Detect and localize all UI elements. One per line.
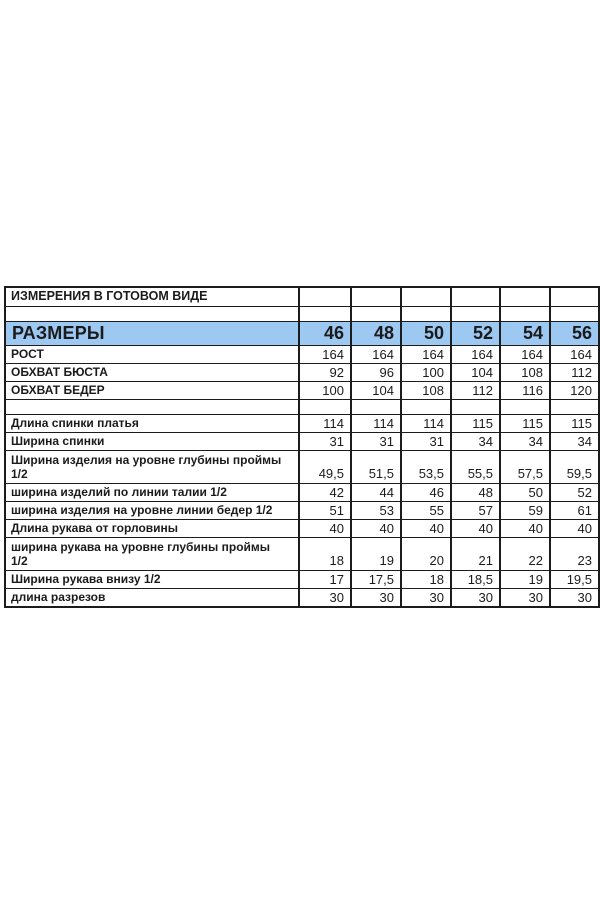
- value-cell: 57,5: [500, 451, 550, 484]
- row-label: Ширина спинки: [5, 433, 299, 451]
- value-cell: 114: [351, 415, 401, 433]
- value-cell: 52: [550, 483, 599, 501]
- value-cell: 21: [451, 537, 500, 570]
- value-cell: 50: [500, 483, 550, 501]
- value-cell: 30: [299, 588, 351, 607]
- value-cell: 53,5: [401, 451, 451, 484]
- value-cell: 19,5: [550, 570, 599, 588]
- table-row: [5, 364, 599, 382]
- sizes-header-row: [5, 321, 599, 346]
- value-cell: 164: [550, 346, 599, 364]
- value-cell: 120: [550, 382, 599, 400]
- row-label-line: ширина рукава на уровне глубины проймы: [11, 539, 271, 554]
- size-column-header: 48: [351, 321, 401, 346]
- row-label-line: Ширина изделия на уровне глубины проймы: [11, 453, 282, 468]
- empty-cell: [500, 400, 550, 415]
- row-label: ширина изделия на уровне линии бедер 1/2: [5, 501, 299, 519]
- value-cell: 49,5: [299, 451, 351, 484]
- value-cell: 23: [550, 537, 599, 570]
- size-column-header: 56: [550, 321, 599, 346]
- row-label: ОБХВАТ БЮСТА: [5, 364, 299, 382]
- value-cell: 40: [550, 519, 599, 537]
- empty-cell: [299, 287, 351, 306]
- value-cell: 40: [401, 519, 451, 537]
- row-label: ОБХВАТ БЕДЕР: [5, 382, 299, 400]
- size-column-header: 54: [500, 321, 550, 346]
- value-cell: 164: [451, 346, 500, 364]
- size-column-header: 52: [451, 321, 500, 346]
- row-label: ширина изделий по линии талии 1/2: [5, 483, 299, 501]
- value-cell: 42: [299, 483, 351, 501]
- value-cell: 112: [550, 364, 599, 382]
- value-cell: 22: [500, 537, 550, 570]
- empty-cell: [401, 306, 451, 321]
- value-cell: 40: [451, 519, 500, 537]
- table-row: [5, 537, 599, 570]
- value-cell: 96: [351, 364, 401, 382]
- value-cell: 53: [351, 501, 401, 519]
- value-cell: 19: [500, 570, 550, 588]
- row-label-line: 1/2: [11, 554, 28, 569]
- empty-cell: [550, 306, 599, 321]
- row-label: [5, 451, 299, 484]
- size-column-header: 50: [401, 321, 451, 346]
- value-cell: 115: [500, 415, 550, 433]
- value-cell: 40: [299, 519, 351, 537]
- empty-cell: [351, 400, 401, 415]
- empty-cell: [351, 306, 401, 321]
- value-cell: 34: [451, 433, 500, 451]
- row-label: длина разрезов: [5, 588, 299, 607]
- value-cell: 115: [451, 415, 500, 433]
- value-cell: 112: [451, 382, 500, 400]
- value-cell: 100: [401, 364, 451, 382]
- empty-cell: [401, 400, 451, 415]
- value-cell: 59,5: [550, 451, 599, 484]
- table-title-row: [5, 287, 599, 306]
- row-label: ИЗМЕРЕНИЯ В ГОТОВОМ ВИДЕ: [5, 287, 299, 306]
- value-cell: 19: [351, 537, 401, 570]
- value-cell: 108: [401, 382, 451, 400]
- value-cell: 20: [401, 537, 451, 570]
- table-row: [5, 382, 599, 400]
- value-cell: 92: [299, 364, 351, 382]
- value-cell: 30: [451, 588, 500, 607]
- value-cell: 164: [299, 346, 351, 364]
- value-cell: 104: [451, 364, 500, 382]
- value-cell: 17,5: [351, 570, 401, 588]
- value-cell: 116: [500, 382, 550, 400]
- value-cell: 31: [401, 433, 451, 451]
- row-label: РАЗМЕРЫ: [5, 321, 299, 346]
- size-chart-body: [5, 287, 599, 607]
- value-cell: 46: [401, 483, 451, 501]
- empty-label-cell: [5, 400, 299, 415]
- value-cell: 100: [299, 382, 351, 400]
- table-row: [5, 588, 599, 607]
- value-cell: 51,5: [351, 451, 401, 484]
- value-cell: 48: [451, 483, 500, 501]
- value-cell: 40: [351, 519, 401, 537]
- value-cell: 34: [550, 433, 599, 451]
- value-cell: 114: [299, 415, 351, 433]
- spacer-row: [5, 400, 599, 415]
- value-cell: 17: [299, 570, 351, 588]
- value-cell: 61: [550, 501, 599, 519]
- value-cell: 164: [500, 346, 550, 364]
- row-label: [5, 537, 299, 570]
- empty-cell: [550, 400, 599, 415]
- table-row: [5, 501, 599, 519]
- value-cell: 108: [500, 364, 550, 382]
- value-cell: 114: [401, 415, 451, 433]
- table-row: [5, 483, 599, 501]
- empty-cell: [500, 287, 550, 306]
- value-cell: 55: [401, 501, 451, 519]
- value-cell: 30: [401, 588, 451, 607]
- table-row: [5, 570, 599, 588]
- value-cell: 59: [500, 501, 550, 519]
- value-cell: 57: [451, 501, 500, 519]
- table-row: [5, 433, 599, 451]
- empty-cell: [451, 400, 500, 415]
- empty-cell: [451, 306, 500, 321]
- value-cell: 51: [299, 501, 351, 519]
- empty-cell: [500, 306, 550, 321]
- empty-cell: [550, 287, 599, 306]
- row-label: Длина рукава от горловины: [5, 519, 299, 537]
- value-cell: 34: [500, 433, 550, 451]
- value-cell: 18: [401, 570, 451, 588]
- row-label: РОСТ: [5, 346, 299, 364]
- empty-label-cell: [5, 306, 299, 321]
- value-cell: 30: [500, 588, 550, 607]
- empty-cell: [299, 400, 351, 415]
- value-cell: 30: [351, 588, 401, 607]
- empty-cell: [451, 287, 500, 306]
- table-row: [5, 346, 599, 364]
- value-cell: 31: [299, 433, 351, 451]
- row-label: Длина спинки платья: [5, 415, 299, 433]
- value-cell: 30: [550, 588, 599, 607]
- value-cell: 104: [351, 382, 401, 400]
- size-column-header: 46: [299, 321, 351, 346]
- value-cell: 55,5: [451, 451, 500, 484]
- empty-cell: [401, 287, 451, 306]
- spacer-row: [5, 306, 599, 321]
- value-cell: 40: [500, 519, 550, 537]
- size-chart-table: [4, 286, 600, 608]
- value-cell: 18: [299, 537, 351, 570]
- row-label: Ширина рукава внизу 1/2: [5, 570, 299, 588]
- empty-cell: [299, 306, 351, 321]
- value-cell: 115: [550, 415, 599, 433]
- table-row: [5, 519, 599, 537]
- value-cell: 31: [351, 433, 401, 451]
- value-cell: 18,5: [451, 570, 500, 588]
- value-cell: 164: [351, 346, 401, 364]
- value-cell: 164: [401, 346, 451, 364]
- table-row: [5, 451, 599, 484]
- value-cell: 44: [351, 483, 401, 501]
- row-label-line: 1/2: [11, 467, 28, 482]
- table-row: [5, 415, 599, 433]
- empty-cell: [351, 287, 401, 306]
